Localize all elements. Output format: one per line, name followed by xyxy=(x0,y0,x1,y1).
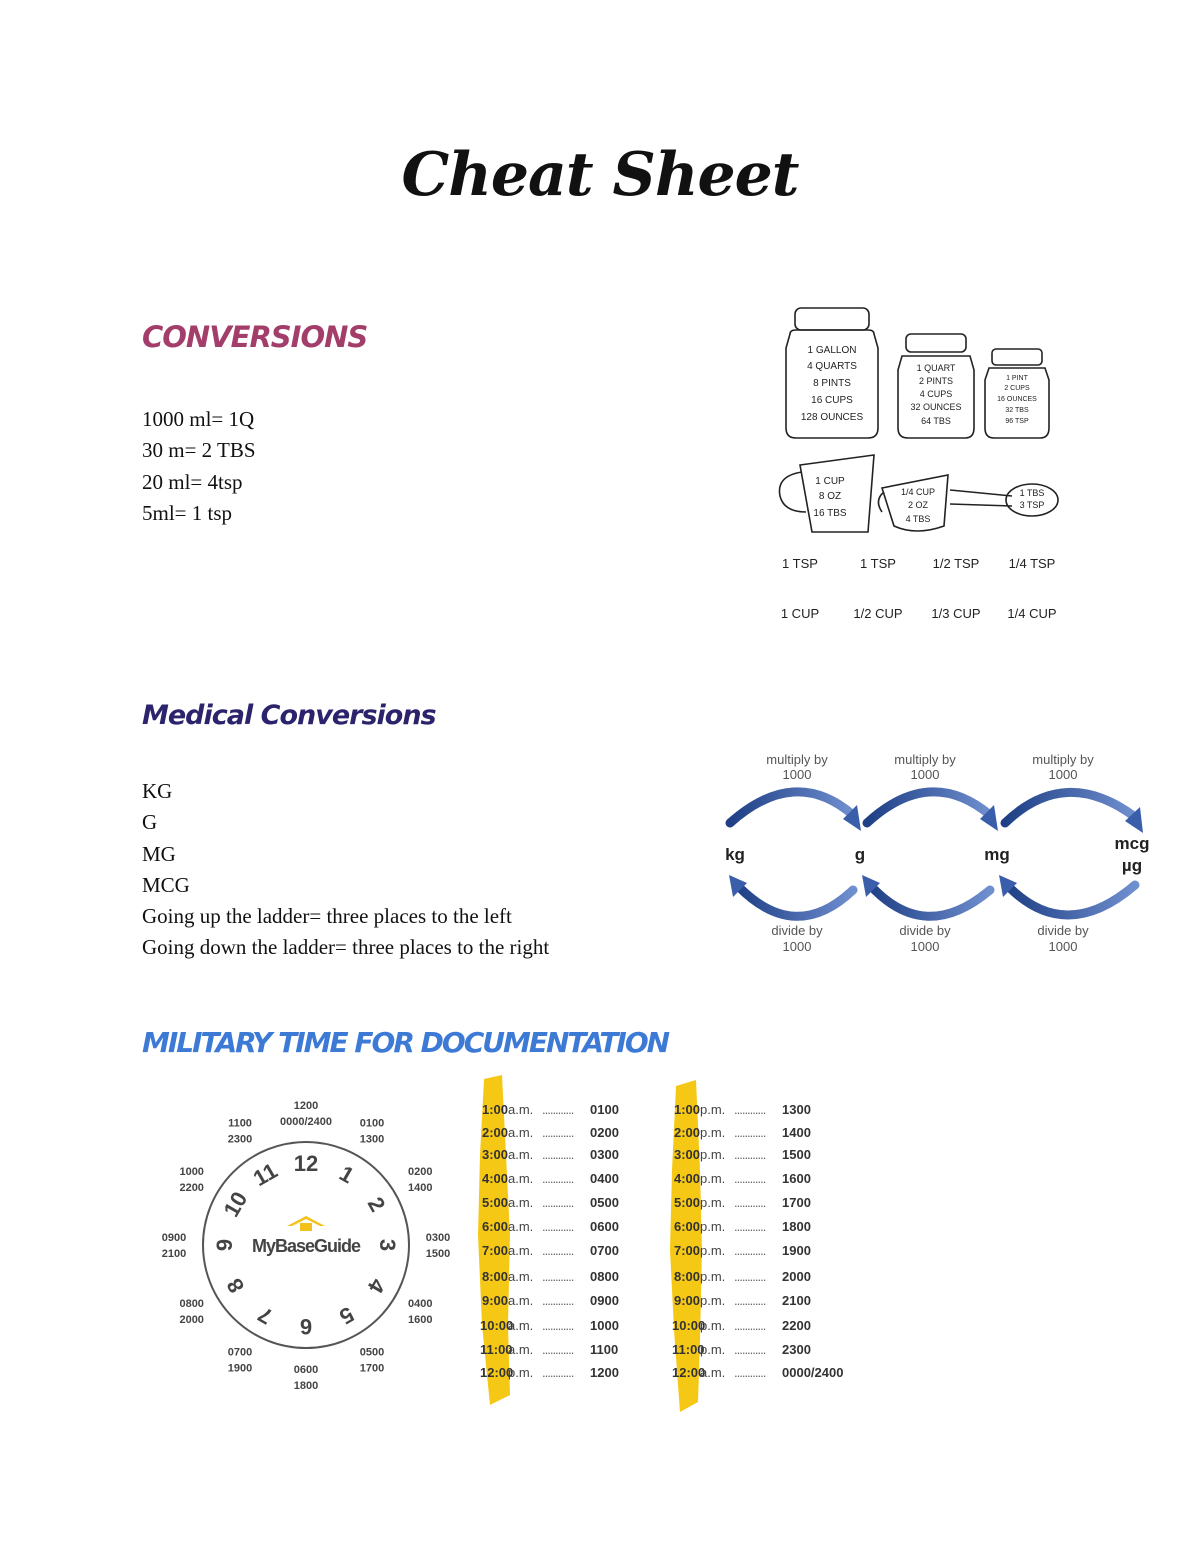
multiply-arrow-kg-g xyxy=(730,792,853,823)
multiply-factor: 1000 xyxy=(910,767,940,782)
cup-line: 8 OZ xyxy=(818,491,842,502)
time-time: 6:00 xyxy=(673,1219,700,1234)
time-time: 5:00 xyxy=(481,1195,508,1210)
time-period: p.m. xyxy=(700,1293,726,1308)
time-period: a.m. xyxy=(508,1342,534,1357)
medical-line: G xyxy=(142,810,158,835)
clock-outer-label: 0700 xyxy=(227,1346,253,1359)
gallon-jar-lid xyxy=(795,308,869,330)
time-period: p.m. xyxy=(700,1125,726,1140)
time-mil: 1100 xyxy=(590,1342,619,1357)
multiply-factor: 1000 xyxy=(1048,767,1078,782)
time-mil: 1600 xyxy=(782,1171,811,1186)
multiply-label: multiply by xyxy=(766,752,828,767)
time-row xyxy=(480,1147,619,1167)
cup-line: 1 CUP xyxy=(815,476,845,487)
time-period: a.m. xyxy=(508,1243,534,1258)
quart-line: 4 CUPS xyxy=(919,389,953,399)
pint-line: 1 PINT xyxy=(1006,375,1028,382)
time-dots: ............ xyxy=(542,1365,574,1380)
time-row xyxy=(480,1243,619,1263)
time-row xyxy=(672,1365,843,1385)
conversion-line: 5ml= 1 tsp xyxy=(142,500,233,525)
logo-house-icon xyxy=(300,1223,312,1231)
time-row xyxy=(480,1171,619,1191)
time-time: 12:00 xyxy=(480,1365,514,1380)
unit-mcg: mcg xyxy=(1114,834,1150,853)
time-row xyxy=(480,1318,619,1338)
clock-outer-label: 0200 xyxy=(408,1166,433,1178)
clock-number: 10 xyxy=(218,1187,253,1222)
time-time: 5:00 xyxy=(673,1195,700,1210)
time-time: 4:00 xyxy=(673,1171,700,1186)
spoon-line: 3 TSP xyxy=(1019,500,1045,510)
time-row xyxy=(672,1318,811,1338)
unit-g: g xyxy=(854,845,866,864)
time-time: 7:00 xyxy=(481,1243,508,1258)
quarter-cup-line: 4 TBS xyxy=(905,514,931,524)
time-period: p.m. xyxy=(508,1365,534,1380)
cup-size-label: 1/2 CUP xyxy=(853,606,903,621)
pint-line: 16 OUNCES xyxy=(997,396,1037,403)
time-time: 2:00 xyxy=(673,1125,700,1140)
time-mil: 0000/2400 xyxy=(782,1365,844,1380)
medical-line: KG xyxy=(142,779,173,803)
time-row xyxy=(672,1293,811,1313)
time-mil: 1300 xyxy=(782,1102,811,1117)
medical-conversions-list xyxy=(142,776,549,964)
time-period: p.m. xyxy=(700,1102,726,1117)
divide-arrow-mg-g xyxy=(870,885,990,916)
conversions-list xyxy=(142,404,256,529)
cup-line: 16 TBS xyxy=(813,508,847,519)
cup-size-label: 1/4 CUP xyxy=(1007,606,1057,621)
time-dots: ............ xyxy=(542,1293,574,1308)
clock-number: 9 xyxy=(212,1238,237,1252)
time-mil: 1500 xyxy=(782,1147,811,1162)
time-mil: 1000 xyxy=(590,1318,619,1333)
time-time: 1:00 xyxy=(673,1102,700,1117)
time-row xyxy=(672,1102,811,1122)
multiply-factor: 1000 xyxy=(782,767,812,782)
unit-conversion-diagram xyxy=(715,745,1165,965)
time-mil: 0200 xyxy=(590,1125,619,1140)
gallon-line: 4 QUARTS xyxy=(807,361,857,372)
time-dots: ............ xyxy=(734,1219,766,1234)
clock-outer-label: 0900 xyxy=(161,1232,187,1244)
time-row xyxy=(480,1195,619,1215)
time-time: 4:00 xyxy=(481,1171,508,1186)
quart-jar-lid xyxy=(906,334,966,352)
time-dots: ............ xyxy=(542,1147,574,1162)
time-dots: ............ xyxy=(734,1147,766,1162)
time-period: p.m. xyxy=(700,1318,726,1333)
clock-number: 7 xyxy=(253,1301,277,1330)
time-mil: 0600 xyxy=(590,1219,619,1234)
page-title: Cheat Sheet xyxy=(401,140,799,210)
multiply-label: multiply by xyxy=(894,752,956,767)
time-row xyxy=(672,1342,811,1362)
pint-jar-lid xyxy=(992,349,1042,365)
time-time: 8:00 xyxy=(673,1269,700,1284)
gallon-line: 16 CUPS xyxy=(811,395,853,406)
time-period: a.m. xyxy=(508,1125,534,1140)
divide-arrow-g-kg xyxy=(737,885,853,916)
pint-line: 2 CUPS xyxy=(1004,385,1030,392)
time-dots: ............ xyxy=(734,1342,766,1357)
time-dots: ............ xyxy=(734,1365,766,1380)
clock-outer-label: 1500 xyxy=(425,1248,450,1260)
gallon-line: 1 GALLON xyxy=(807,345,857,356)
multiply-arrow-mg-mcg xyxy=(1005,792,1135,823)
time-dots: ............ xyxy=(734,1171,766,1186)
time-time: 10:00 xyxy=(672,1318,706,1333)
spoon-handle xyxy=(950,490,1012,496)
time-time: 9:00 xyxy=(481,1293,508,1308)
divide-factor: 1000 xyxy=(910,939,940,954)
clock-outer-label: 1600 xyxy=(408,1314,433,1326)
time-mil: 1800 xyxy=(782,1219,811,1234)
clock-outer-label: 1900 xyxy=(227,1362,253,1375)
clock-outer-label: 1400 xyxy=(408,1182,433,1194)
time-period: p.m. xyxy=(700,1195,726,1210)
gallon-line: 8 PINTS xyxy=(813,378,851,389)
clock-outer-label: 2000 xyxy=(179,1314,204,1326)
clock-outer-label: 0500 xyxy=(359,1346,385,1359)
time-mil: 1900 xyxy=(782,1243,811,1258)
time-time: 8:00 xyxy=(481,1269,508,1284)
clock-number: 2 xyxy=(362,1192,391,1216)
divide-factor: 1000 xyxy=(1048,939,1078,954)
time-period: a.m. xyxy=(508,1195,534,1210)
clock-outer-label: 1800 xyxy=(293,1380,319,1390)
quart-line: 64 TBS xyxy=(921,416,951,426)
clock-outer-label: 2300 xyxy=(227,1133,253,1146)
clock-outer-label: 2100 xyxy=(161,1248,187,1260)
quarter-cup-handle xyxy=(878,492,884,512)
am-time-table xyxy=(480,1102,660,1392)
time-dots: ............ xyxy=(542,1243,574,1258)
time-time: 12:00 xyxy=(672,1365,706,1380)
time-mil: 1700 xyxy=(782,1195,811,1210)
conversions-heading: CONVERSIONS xyxy=(142,320,368,354)
time-dots: ............ xyxy=(542,1102,574,1117)
time-row xyxy=(480,1102,619,1122)
time-dots: ............ xyxy=(542,1342,574,1357)
time-period: a.m. xyxy=(508,1293,534,1308)
quarter-cup-line: 1/4 CUP xyxy=(900,487,936,497)
time-row xyxy=(480,1269,619,1289)
pint-line: 32 TBS xyxy=(1005,407,1029,414)
military-clock xyxy=(160,1090,450,1390)
clock-outer-label: 1200 xyxy=(293,1100,319,1112)
time-row xyxy=(672,1147,811,1167)
time-mil: 0800 xyxy=(590,1269,619,1284)
time-period: p.m. xyxy=(700,1269,726,1284)
clock-number: 1 xyxy=(335,1160,359,1189)
clock-number: 6 xyxy=(299,1314,313,1339)
time-period: a.m. xyxy=(508,1102,534,1117)
time-dots: ............ xyxy=(734,1125,766,1140)
time-dots: ............ xyxy=(734,1102,766,1117)
time-dots: ............ xyxy=(542,1318,574,1333)
spoon-size-label: 1 TSP xyxy=(860,556,896,571)
time-time: 7:00 xyxy=(673,1243,700,1258)
medical-line: Going up the ladder= three places to the left xyxy=(142,904,512,929)
quarter-cup-line: 2 OZ xyxy=(907,500,929,510)
unit-ug: µg xyxy=(1121,856,1143,875)
time-dots: ............ xyxy=(734,1269,766,1284)
time-period: a.m. xyxy=(508,1171,534,1186)
time-mil: 0100 xyxy=(590,1102,619,1117)
gallon-line: 128 OUNCES xyxy=(800,412,864,423)
time-time: 10:00 xyxy=(480,1318,514,1333)
clock-number: 5 xyxy=(335,1301,359,1330)
time-period: p.m. xyxy=(700,1147,726,1162)
medical-conversions-heading: Medical Conversions xyxy=(142,700,436,731)
time-row xyxy=(480,1365,619,1385)
quart-line: 32 OUNCES xyxy=(910,402,962,412)
time-mil: 2200 xyxy=(782,1318,811,1333)
time-row xyxy=(672,1243,811,1263)
medical-line: MCG xyxy=(142,872,190,897)
time-time: 9:00 xyxy=(673,1293,700,1308)
time-row xyxy=(672,1219,811,1239)
time-row xyxy=(480,1125,619,1145)
divide-label: divide by xyxy=(771,923,823,938)
time-time: 1:00 xyxy=(481,1102,508,1117)
time-row xyxy=(672,1171,811,1191)
time-dots: ............ xyxy=(734,1243,766,1258)
time-period: p.m. xyxy=(700,1171,726,1186)
time-period: p.m. xyxy=(700,1243,726,1258)
conversion-line: 30 m= 2 TBS xyxy=(142,438,256,463)
conversion-line: 1000 ml= 1Q xyxy=(142,407,255,431)
time-period: a.m. xyxy=(700,1365,726,1380)
time-dots: ............ xyxy=(734,1195,766,1210)
clock-outer-label: 1100 xyxy=(228,1117,252,1130)
spoon-size-label: 1/2 TSP xyxy=(932,556,980,571)
time-period: a.m. xyxy=(508,1318,534,1333)
time-time: 11:00 xyxy=(672,1342,705,1357)
time-mil: 0400 xyxy=(590,1171,619,1186)
clock-outer-label: 2200 xyxy=(179,1182,204,1194)
clock-number: 11 xyxy=(248,1157,282,1192)
time-row xyxy=(672,1195,811,1215)
clock-brand: MyBaseGuide xyxy=(251,1236,361,1256)
spoon-line: 1 TBS xyxy=(1019,488,1045,498)
clock-number: 4 xyxy=(362,1274,391,1298)
divide-arrow-mcg-mg xyxy=(1007,885,1135,915)
time-mil: 0700 xyxy=(590,1243,619,1258)
spoon-handle-lower xyxy=(950,504,1012,506)
unit-mg: mg xyxy=(984,845,1010,864)
clock-outer-label: 0400 xyxy=(408,1298,433,1310)
time-mil: 0300 xyxy=(590,1147,619,1162)
multiply-arrow-g-mg xyxy=(867,792,990,823)
time-period: a.m. xyxy=(508,1147,534,1162)
clock-outer-label: 1000 xyxy=(179,1166,204,1178)
time-period: a.m. xyxy=(508,1269,534,1284)
time-dots: ............ xyxy=(542,1195,574,1210)
unit-kg: kg xyxy=(725,845,745,864)
spoon-size-label: 1/4 TSP xyxy=(1008,556,1056,571)
time-mil: 1200 xyxy=(590,1365,619,1380)
time-dots: ............ xyxy=(734,1293,766,1308)
time-row xyxy=(480,1219,619,1239)
time-row xyxy=(480,1293,619,1313)
spoon-size-label: 1 TSP xyxy=(782,556,818,571)
clock-number: 8 xyxy=(221,1274,250,1298)
time-period: p.m. xyxy=(700,1219,726,1234)
time-period: p.m. xyxy=(700,1342,726,1357)
time-row xyxy=(672,1269,811,1289)
time-time: 3:00 xyxy=(673,1147,700,1162)
cup-size-label: 1 CUP xyxy=(780,606,820,621)
pint-line: 96 TSP xyxy=(1005,418,1029,425)
quart-line: 1 QUART xyxy=(916,363,956,373)
time-time: 11:00 xyxy=(480,1342,513,1357)
time-mil: 2300 xyxy=(782,1342,811,1357)
time-dots: ............ xyxy=(734,1318,766,1333)
time-time: 2:00 xyxy=(481,1125,508,1140)
time-row xyxy=(672,1125,811,1145)
time-dots: ............ xyxy=(542,1269,574,1284)
time-period: a.m. xyxy=(508,1219,534,1234)
clock-outer-label: 0100 xyxy=(359,1117,385,1130)
military-time-heading: MILITARY TIME FOR DOCUMENTATION xyxy=(142,1026,669,1059)
divide-label: divide by xyxy=(899,923,951,938)
time-mil: 2100 xyxy=(782,1293,811,1308)
time-dots: ............ xyxy=(542,1219,574,1234)
clock-outer-label: 0300 xyxy=(425,1232,450,1244)
pm-time-table xyxy=(672,1102,862,1392)
time-row xyxy=(480,1342,618,1362)
clock-outer-label: 0800 xyxy=(179,1298,204,1310)
time-dots: ............ xyxy=(542,1171,574,1186)
conversion-line: 20 ml= 4tsp xyxy=(142,469,243,494)
clock-outer-label: 0000/2400 xyxy=(280,1116,332,1128)
time-mil: 1400 xyxy=(782,1125,811,1140)
medical-line: MG xyxy=(142,841,176,866)
divide-label: divide by xyxy=(1037,923,1089,938)
quart-line: 2 PINTS xyxy=(918,376,954,386)
time-dots: ............ xyxy=(542,1125,574,1140)
time-time: 3:00 xyxy=(481,1147,508,1162)
time-mil: 0500 xyxy=(590,1195,619,1210)
clock-outer-label: 1300 xyxy=(359,1133,385,1146)
kitchen-measures-illustration xyxy=(770,300,1080,640)
medical-line: Going down the ladder= three places to the right xyxy=(142,935,550,960)
clock-outer-label: 0600 xyxy=(293,1364,319,1376)
time-time: 6:00 xyxy=(481,1219,508,1234)
time-mil: 2000 xyxy=(782,1269,811,1284)
cup-size-label: 1/3 CUP xyxy=(931,606,981,621)
clock-number: 12 xyxy=(293,1151,319,1176)
clock-number: 3 xyxy=(375,1238,400,1252)
clock-outer-label: 1700 xyxy=(359,1362,385,1375)
divide-factor: 1000 xyxy=(782,939,812,954)
multiply-label: multiply by xyxy=(1032,752,1094,767)
time-mil: 0900 xyxy=(590,1293,619,1308)
